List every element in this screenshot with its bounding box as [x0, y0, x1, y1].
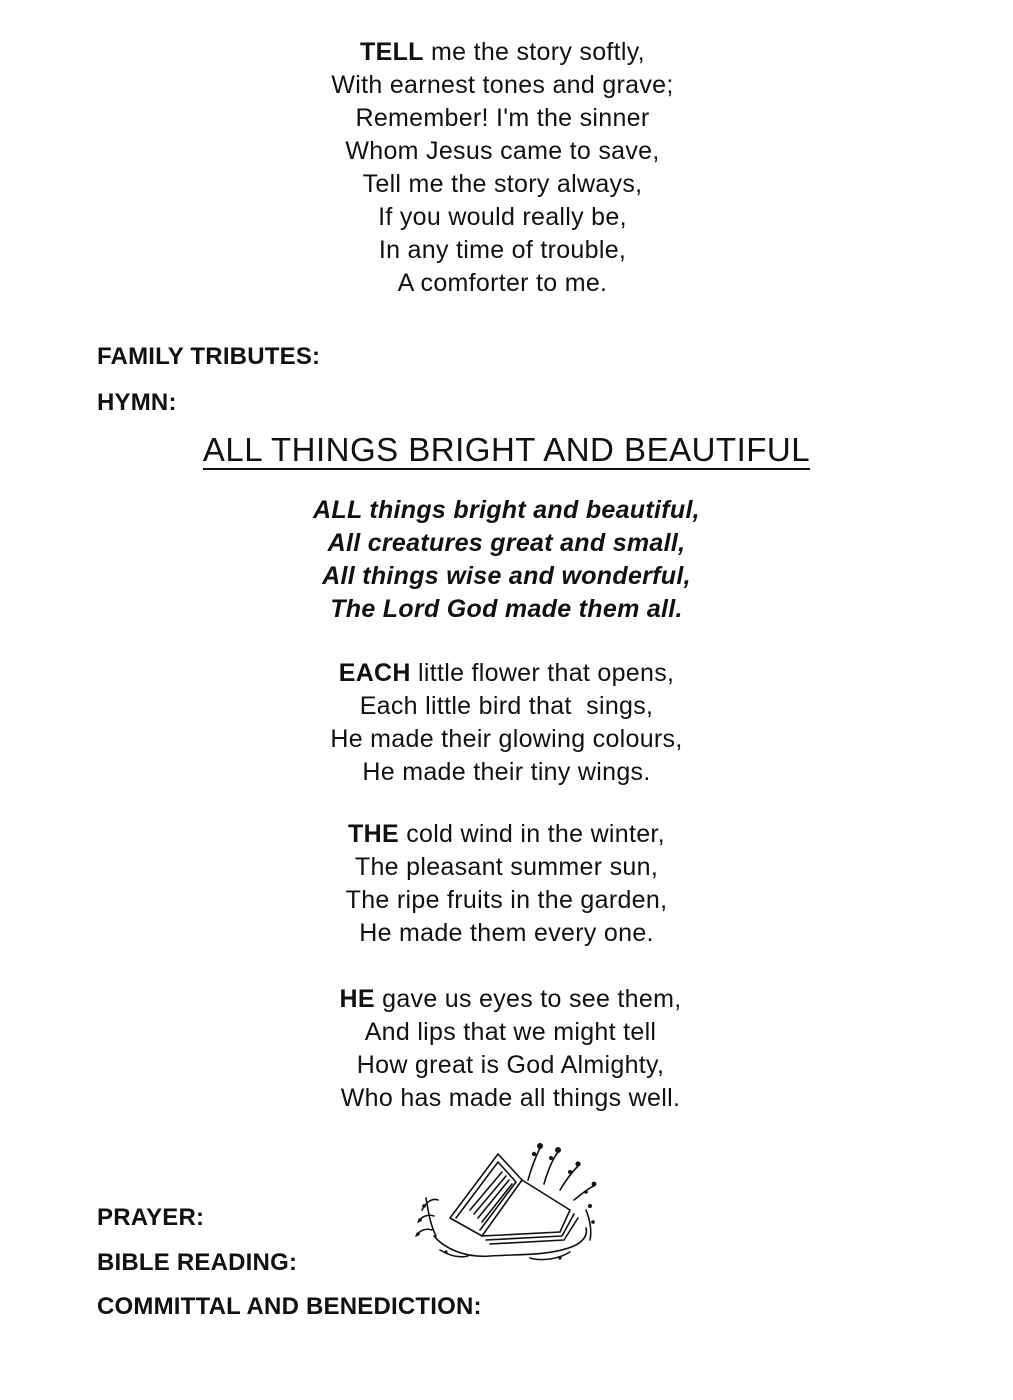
- verse-line: The pleasant summer sun,: [354, 853, 659, 881]
- chorus-line: All creatures great and small,: [327, 529, 686, 557]
- hymn-verse: [4, 983, 1013, 1115]
- verse-line-rest: cold wind in the winter,: [398, 820, 665, 848]
- verse-line: He made them every one.: [359, 919, 654, 947]
- verse-line: [0, 36, 1009, 69]
- verse-line: With earnest tones and grave;: [331, 71, 674, 99]
- verse-lead-word: HE: [339, 985, 375, 1013]
- verse-lead-word: TELL: [360, 38, 424, 66]
- verse-line-rest: little flower that opens,: [410, 659, 675, 687]
- verse-line: [0, 818, 1013, 851]
- hymn-chorus: [0, 494, 1013, 626]
- verse-line: If you would really be,: [378, 203, 627, 231]
- verse-line: And lips that we might tell: [364, 1018, 657, 1046]
- hymn-heading: HYMN:: [97, 389, 177, 416]
- verse-line: He made their tiny wings.: [362, 758, 651, 786]
- verse-line: [4, 983, 1013, 1016]
- hymn-verse: [0, 818, 1013, 950]
- open-bible-with-flowers-icon: [410, 1140, 600, 1270]
- committal-heading: COMMITTAL AND BENEDICTION:: [97, 1293, 482, 1320]
- hymn-title: [0, 431, 1013, 470]
- intro-verse: [0, 36, 1009, 300]
- hymn-verse: [0, 657, 1013, 789]
- verse-line: How great is God Almighty,: [356, 1051, 665, 1079]
- verse-line: A comforter to me.: [397, 269, 608, 297]
- verse-line: The ripe fruits in the garden,: [345, 886, 668, 914]
- prayer-heading: PRAYER:: [97, 1204, 205, 1231]
- bible-reading-heading: BIBLE READING:: [97, 1249, 298, 1276]
- chorus-line: All things wise and wonderful,: [322, 562, 691, 590]
- verse-line: Whom Jesus came to save,: [345, 137, 660, 165]
- verse-lead-word: EACH: [338, 659, 411, 687]
- verse-line: He made their glowing colours,: [330, 725, 683, 753]
- verse-line: Tell me the story always,: [362, 170, 643, 198]
- hymn-title-text: ALL THINGS BRIGHT AND BEAUTIFUL: [202, 431, 811, 468]
- verse-line: Each little bird that sings,: [359, 692, 654, 720]
- chorus-line: The Lord God made them all.: [330, 595, 683, 623]
- verse-line: Who has made all things well.: [340, 1084, 681, 1112]
- verse-line: In any time of trouble,: [378, 236, 627, 264]
- verse-line-rest: gave us eyes to see them,: [374, 985, 682, 1013]
- verse-line: [0, 657, 1013, 690]
- verse-lead-word: THE: [348, 820, 399, 848]
- verse-line-rest: me the story softly,: [423, 38, 645, 66]
- verse-line: Remember! I'm the sinner: [355, 104, 650, 132]
- family-tributes-heading: FAMILY TRIBUTES:: [97, 343, 321, 370]
- chorus-line: ALL things bright and beautiful,: [313, 496, 700, 524]
